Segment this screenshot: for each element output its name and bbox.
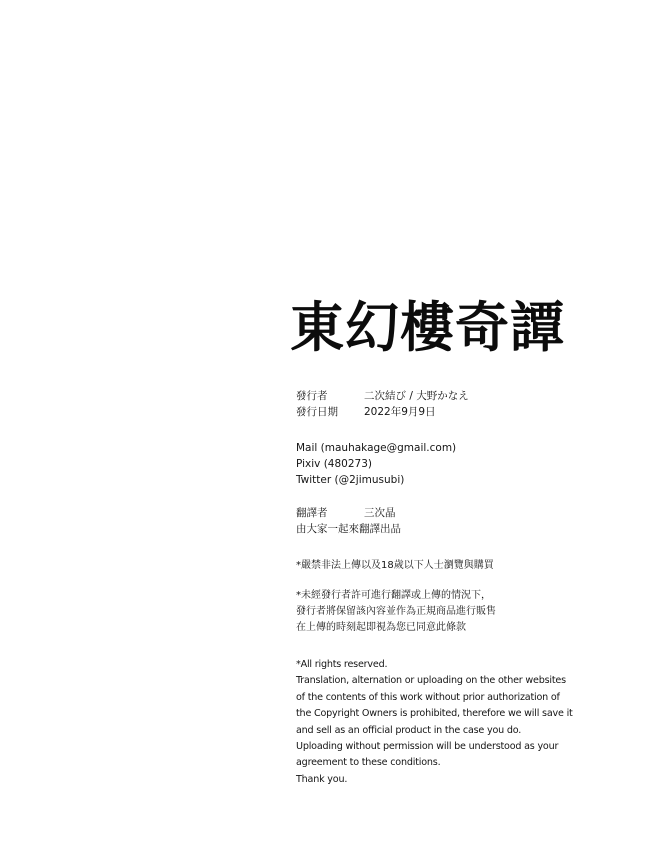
en-notice-line: Thank you. bbox=[296, 773, 348, 785]
publisher-label: 發行者 bbox=[296, 390, 328, 402]
publisher-row bbox=[296, 388, 606, 404]
en-notice-line: of the contents of this work without prior authorization of bbox=[296, 691, 560, 703]
publisher-value: 二次結び / 大野かなえ bbox=[364, 390, 469, 402]
translator-credit: 由大家一起來翻譯出品 bbox=[296, 523, 401, 535]
en-notice-line: *All rights reserved. bbox=[296, 659, 388, 670]
cn-notice-line: *未經發行者許可進行翻譯或上傳的情況下， bbox=[296, 590, 491, 601]
en-notice-line: Uploading without permission will be understood as your bbox=[296, 741, 559, 753]
en-notice-line: Translation, alternation or uploading on the other websites bbox=[296, 675, 566, 687]
chinese-copyright-notice bbox=[296, 588, 606, 636]
contact-mail: Mail (mauhakage@gmail.com) bbox=[296, 442, 457, 454]
en-notice-line: agreement to these conditions. bbox=[296, 757, 441, 769]
contact-twitter: Twitter (@2jimusubi) bbox=[296, 474, 405, 486]
translator-row bbox=[296, 505, 606, 521]
translator-label: 翻譯者 bbox=[296, 507, 328, 519]
release-date-label: 發行日期 bbox=[296, 406, 338, 418]
en-notice-line: the Copyright Owners is prohibited, therefore we will save it bbox=[296, 708, 573, 720]
cn-notice-line: 發行者將保留該內容並作為正規商品進行販售 bbox=[296, 606, 496, 617]
release-date-row bbox=[296, 404, 606, 420]
cn-notice-line: 在上傳的時刻起即視為您已同意此條款 bbox=[296, 622, 466, 633]
translator-info bbox=[296, 505, 606, 537]
release-date-value: 2022年9月9日 bbox=[364, 406, 436, 418]
contact-pixiv: Pixiv (480273) bbox=[296, 458, 372, 470]
contact-info bbox=[296, 440, 606, 488]
age-restriction-notice bbox=[296, 558, 606, 574]
age-notice-text: *嚴禁非法上傳以及18歲以下人士瀏覽與購買 bbox=[296, 560, 494, 571]
publication-info bbox=[296, 388, 606, 420]
book-title: 東幻樓奇譚 bbox=[290, 295, 565, 359]
en-notice-line: and sell as an official product in the case you do. bbox=[296, 724, 522, 736]
english-copyright-notice bbox=[296, 657, 606, 788]
translator-value: 三次晶 bbox=[364, 507, 396, 519]
